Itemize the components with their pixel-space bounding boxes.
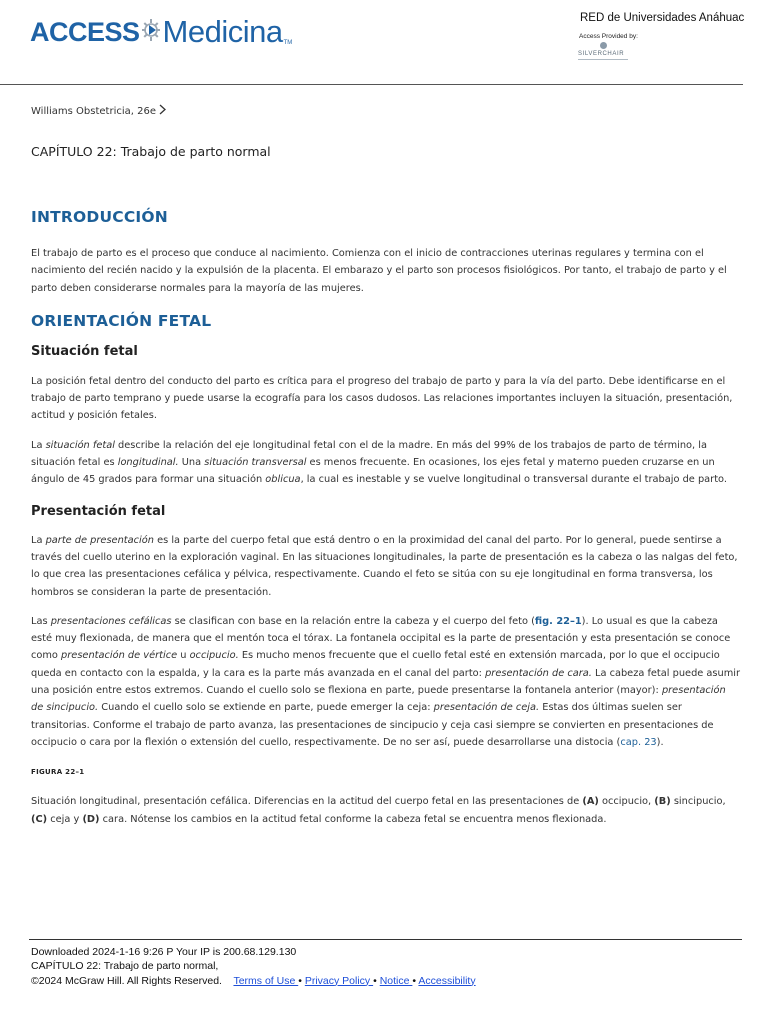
footer-links-row [31, 974, 476, 988]
situacion-paragraph-2: La situación fetal describe la relación del eje longitudinal fetal con el de la madre. En más del 99% de los trabajos de parto de término, la situación fetal es longitudinal. Una situación transversal es menos frecuente. En ocasiones, los ejes fetal y materno pueden cruzarse en un ángulo de 45 grados para formar una situación oblicua, la cual es inestable y se vuelve longitudinal o transversal durante el trabajo de parto. [31, 439, 727, 486]
figure-caption: Situación longitudinal, presentación cefálica. Diferencias en la actitud del cuerpo fetal en las presentaciones de (A) occipucio, (B) sincipucio, (C) ceja y (D) cara. Nótense los cambios en la actitud fetal conforme la cabeza fetal se encuentra menos flexionada. [31, 796, 726, 825]
footer-separator: • [373, 974, 377, 987]
breadcrumb [31, 104, 166, 118]
figure-22-1-link[interactable]: fig. 22–1 [534, 615, 582, 627]
intro-paragraph: El trabajo de parto es el proceso que conduce al nacimiento. Comienza con el inicio de contracciones uterinas regulares y termina con el nacimiento del recién nacido y la expulsión de la placenta. El embarazo y el parto son procesos fisiológicos. Por tanto, el trabajo de parto y el parto deben considerarse normales para la mayoría de las mujeres. [31, 248, 727, 294]
article-body [31, 208, 741, 828]
situacion-paragraph-1: La posición fetal dentro del conducto del parto es crítica para el progreso del trabajo de parto y para la vía del parto. Debe identificarse en el trabajo de parto temprano y puede usarse la ecografía para los casos dudosos. Las relaciones importantes incluyen la situación, presentación, actitud y posición fetales. [31, 375, 733, 422]
section-heading-introduccion: INTRODUCCIÓN [31, 208, 168, 226]
notice-link[interactable]: Notice [379, 974, 413, 987]
copyright-text: ©2024 McGraw Hill. All Rights Reserved. [31, 974, 222, 987]
download-info: Downloaded 2024-1-16 9:26 P Your IP is 200.68.129.130 [31, 946, 297, 958]
section-heading-orientacion-fetal: ORIENTACIÓN FETAL [31, 311, 212, 330]
footer-separator: • [298, 974, 302, 987]
accessibility-link[interactable]: Accessibility [418, 974, 476, 987]
accessmedicina-logo[interactable] [30, 10, 292, 54]
silverchair-logo-text: SILVERCHAIR [578, 51, 625, 57]
provided-by-label: Access Provided by: [579, 33, 638, 40]
site-header [0, 0, 768, 84]
silverchair-emblem-icon [600, 42, 607, 49]
logo-gear-icon [142, 17, 162, 47]
header-divider [0, 84, 743, 85]
presentacion-paragraph-1: La parte de presentación es la parte del cuerpo fetal que está dentro o en la proximidad del canal del parto. Por lo general, puede sentirse a través del cuello uterino en la exploración vaginal. En las situaciones longitudinales, la parte de presentación es la cabeza o las nalgas del feto, lo que crea las presentaciones cefálica y pélvica, respectivamente. Cuando el feto se sitúa con su eje longitudinal en forma transversa, los hombros se consideran la parte de presentación. [31, 534, 738, 598]
chapter-title: CAPÍTULO 22: Trabajo de parto normal [31, 144, 271, 159]
silverchair-underline [578, 59, 628, 60]
logo-trademark: TM [283, 40, 293, 46]
page-footer [31, 945, 476, 988]
logo-medicina-text: Medicina [162, 14, 283, 49]
figure-label: FIGURA 22–1 [31, 768, 85, 777]
chevron-right-icon[interactable] [159, 104, 166, 118]
terms-of-use-link[interactable]: Terms of Use [233, 974, 299, 987]
subheading-presentacion-fetal: Presentación fetal [31, 503, 166, 519]
footer-separator: • [412, 974, 417, 987]
logo-access-text: ACCESS [30, 16, 140, 47]
subheading-situacion-fetal: Situación fetal [31, 343, 138, 359]
footer-divider [29, 939, 742, 940]
presentacion-paragraph-2: Las presentaciones cefálicas se clasifican con base en la relación entre la cabeza y el cuerpo del feto (fig. 22–1). Lo usual es que la cabeza esté muy flexionada, de manera que el mentón toca el tórax. La fontanela occipital es la parte de presentación y esta presentación se conoce como presentación de vértice u occipucio. Es mucho menos frecuente que el cuello fetal esté en extensión marcada, por lo que el occipucio queda en contacto con la espalda, y la cara es la parte más avanzada en el canal del parto: presentación de cara. La cabeza fetal puede asumir una posición entre estos extremos. Cuando el cuello solo se flexiona en parte, puede presentarse la fontanela anterior (mayor): presentación de sincipucio. Cuando el cuello solo se extiende en parte, puede emerger la ceja: presentación de ceja. Estas dos últimas suelen ser transitorias. Conforme el trabajo de parto avanza, las presentaciones de sincipucio y ceja casi siempre se convierten en presentaciones de occipucio o cara por la flexión o extensión del cuello, respectivamente. De no ser así, puede desarrollarse una distocia (cap. 23). [31, 615, 741, 748]
footer-chapter-title: CAPÍTULO 22: Trabajo de parto normal, [31, 960, 219, 973]
privacy-policy-link[interactable]: Privacy Policy [304, 974, 374, 987]
chapter-23-link[interactable]: cap. 23 [620, 736, 657, 748]
silverchair-logo [578, 42, 634, 64]
institution-name: RED de Universidades Anáhuac [580, 12, 745, 24]
breadcrumb-book-link[interactable]: Williams Obstetricia, 26e [31, 105, 156, 117]
